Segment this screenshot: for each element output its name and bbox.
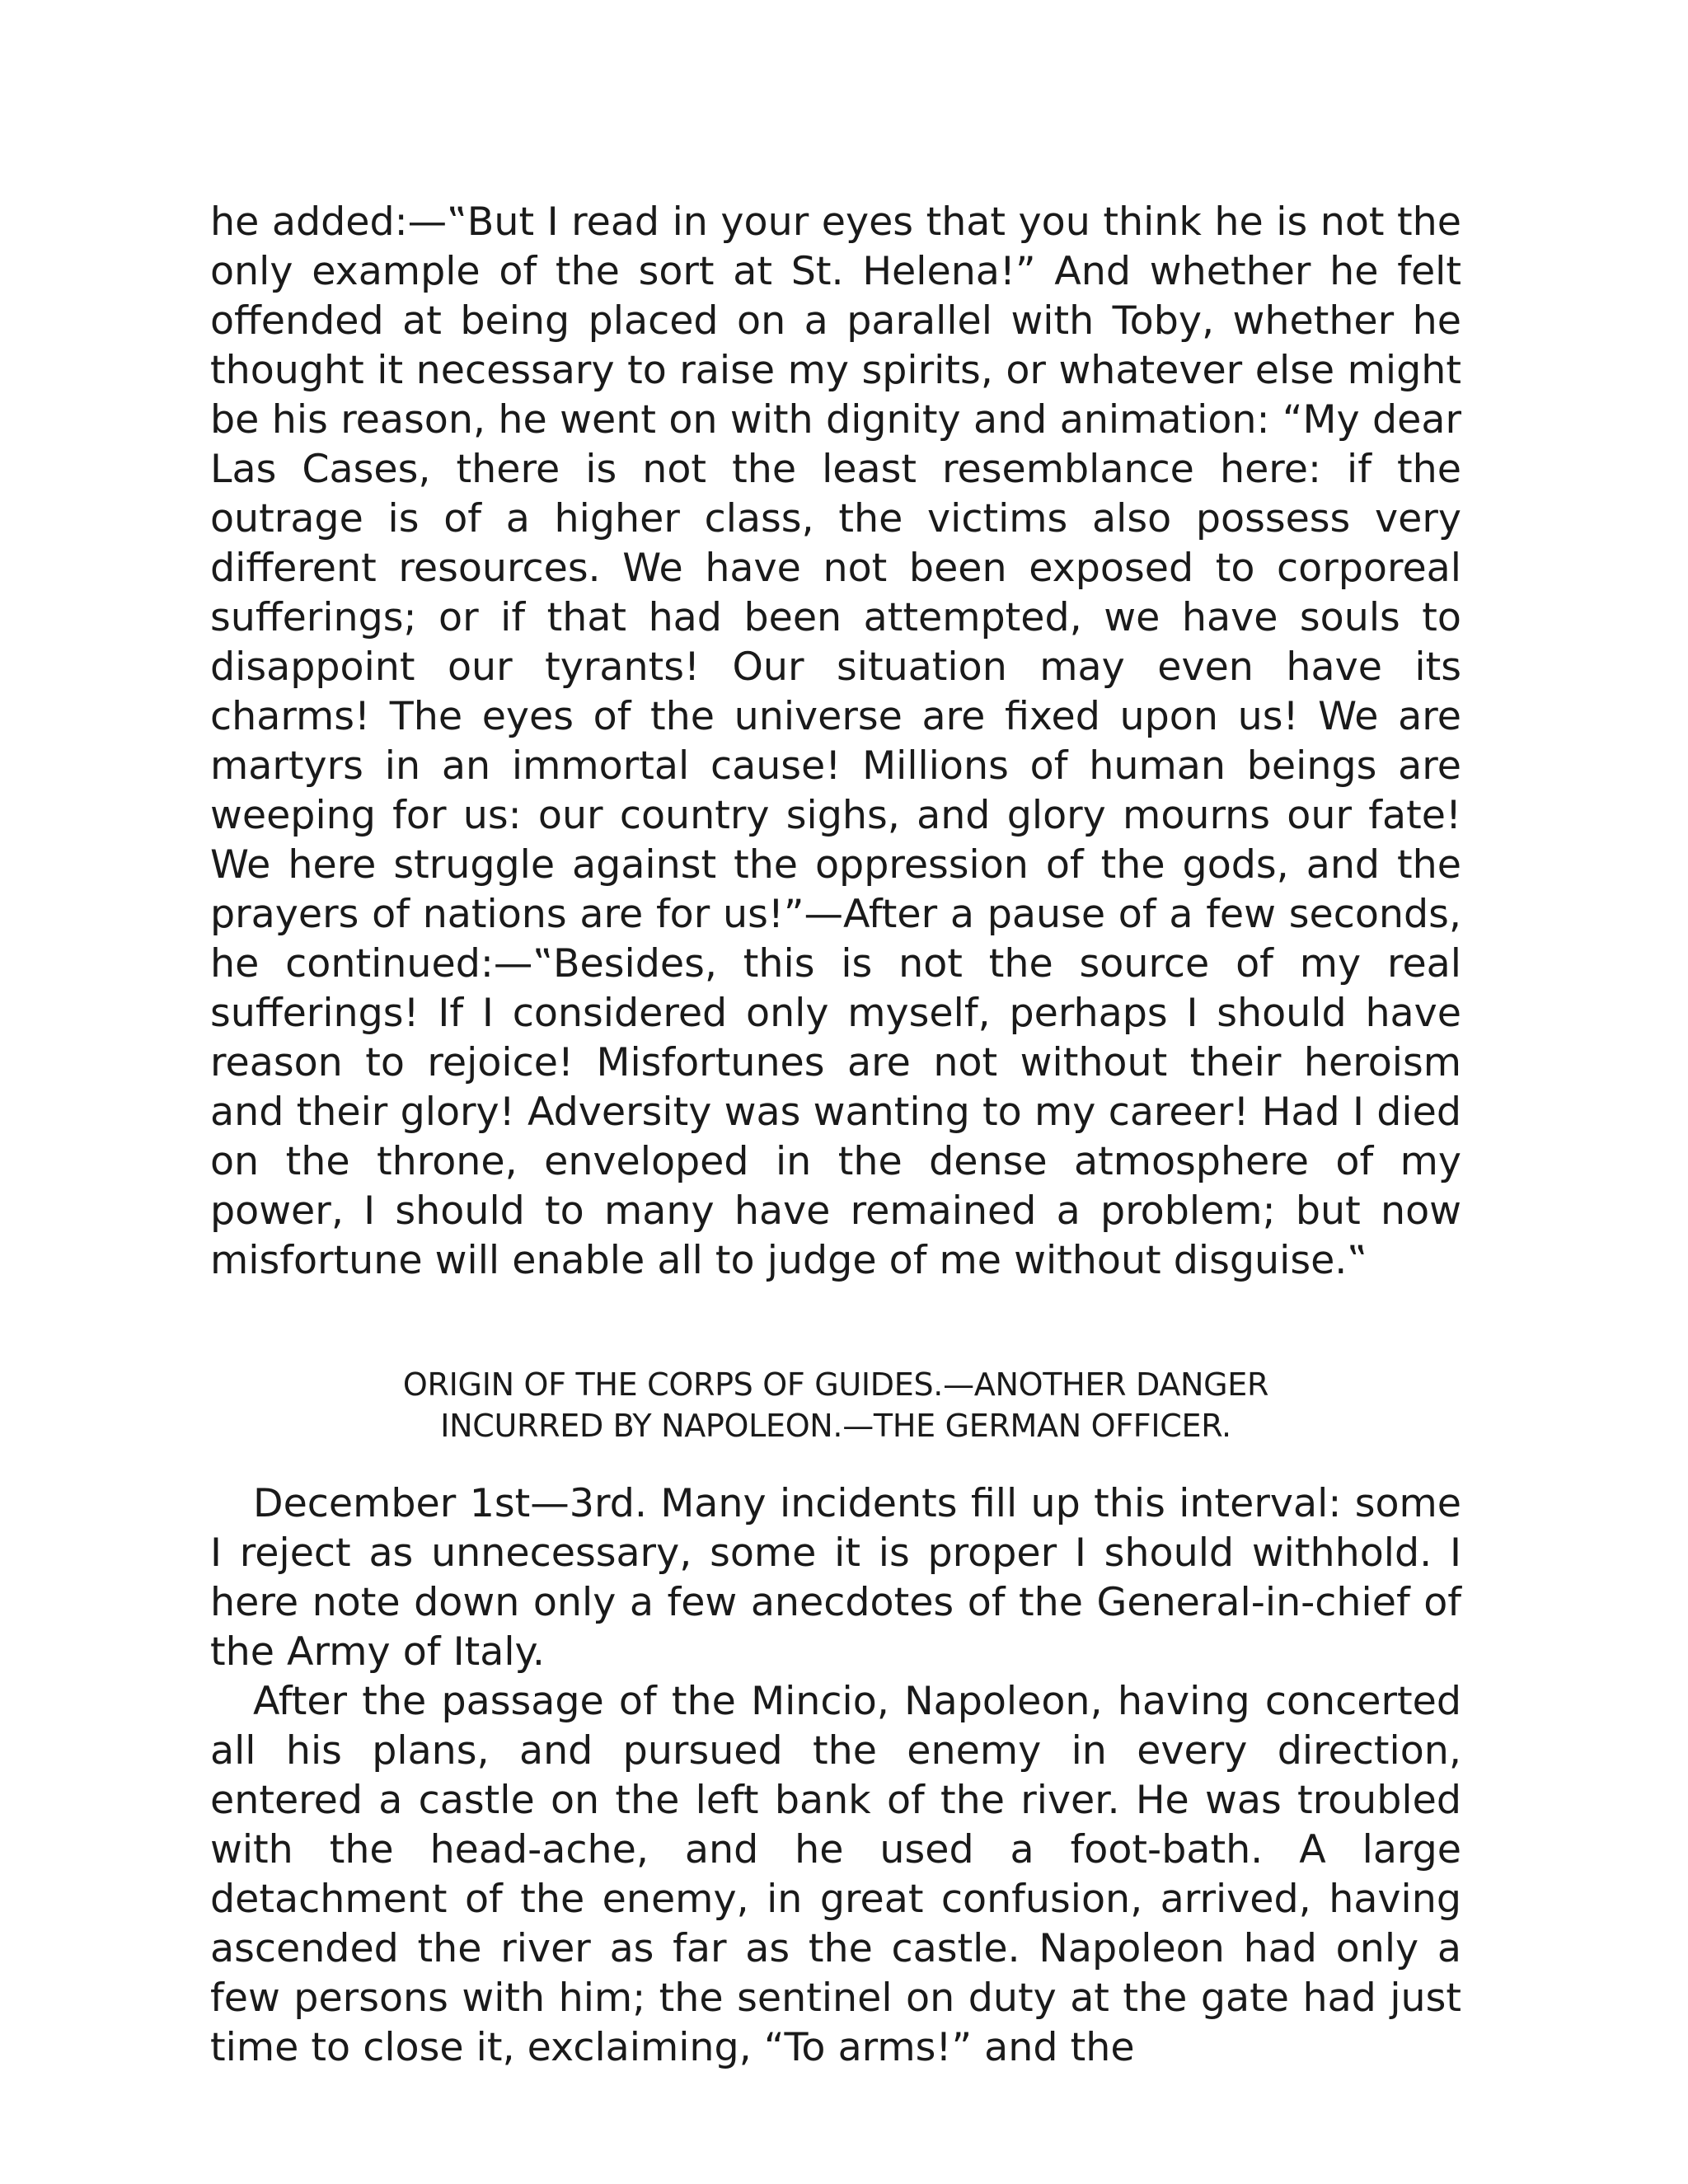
paragraph-december: December 1st—3rd. Many incidents fill up this interval: some I reject as unnecessary, some it is proper I should withhold. I here note down only a few anecdotes of the General-in-chief of the Army of Italy. [210,1481,1461,1675]
section-heading [210,1364,1461,1446]
section-heading-line-2: INCURRED BY NAPOLEON.—THE GERMAN OFFICER. [440,1408,1231,1444]
section-heading-line-1: ORIGIN OF THE CORPS OF GUIDES.—ANOTHER DANGER [402,1366,1269,1403]
opening-paragraph: he added:—‟But I read in your eyes that you think he is not the only example of the sort at St. Helena!” And whether he felt offended at being placed on a parallel with Toby, whether he thought it necessary to raise my spirits, or whatever else might be his reason, he went on with dignity and animation: “My dear Las Cases, there is not the least resemblance here: if the outrage is of a higher class, the victims also possess very different resources. We have not been exposed to corporeal sufferings; or if that had been attempted, we have souls to disappoint our tyrants! Our situation may even have its charms! The eyes of the universe are fixed upon us! We are martyrs in an immortal cause! Millions of human beings are weeping for us: our country sighs, and glory mourns our fate! We here struggle against the oppression of the gods, and the prayers of nations are for us!”—After a pause of a few seconds, he continued:—‟Besides, this is not the source of my real sufferings! If I considered only myself, perhaps I should have reason to rejoice! Misfortunes are not without their heroism and their glory! Adversity was wanting to my career! Had I died on the throne, enveloped in the dense atmosphere of my power, I should to many have remained a problem; but now misfortune will enable all to judge of me without disguise.‟ [210,199,1461,1283]
paragraph-mincio: After the passage of the Mincio, Napoleon, having concerted all his plans, and pursued the enemy in every direction, entered a castle on the left bank of the river. He was troubled with the head-ache, and he used a foot-bath. A large detachment of the enemy, in great confusion, arrived, having ascended the river as far as the castle. Napoleon had only a few persons with him; the sentinel on duty at the gate had just time to close it, exclaiming, “To arms!” and the [210,1679,1461,2070]
book-page [210,198,1461,2073]
